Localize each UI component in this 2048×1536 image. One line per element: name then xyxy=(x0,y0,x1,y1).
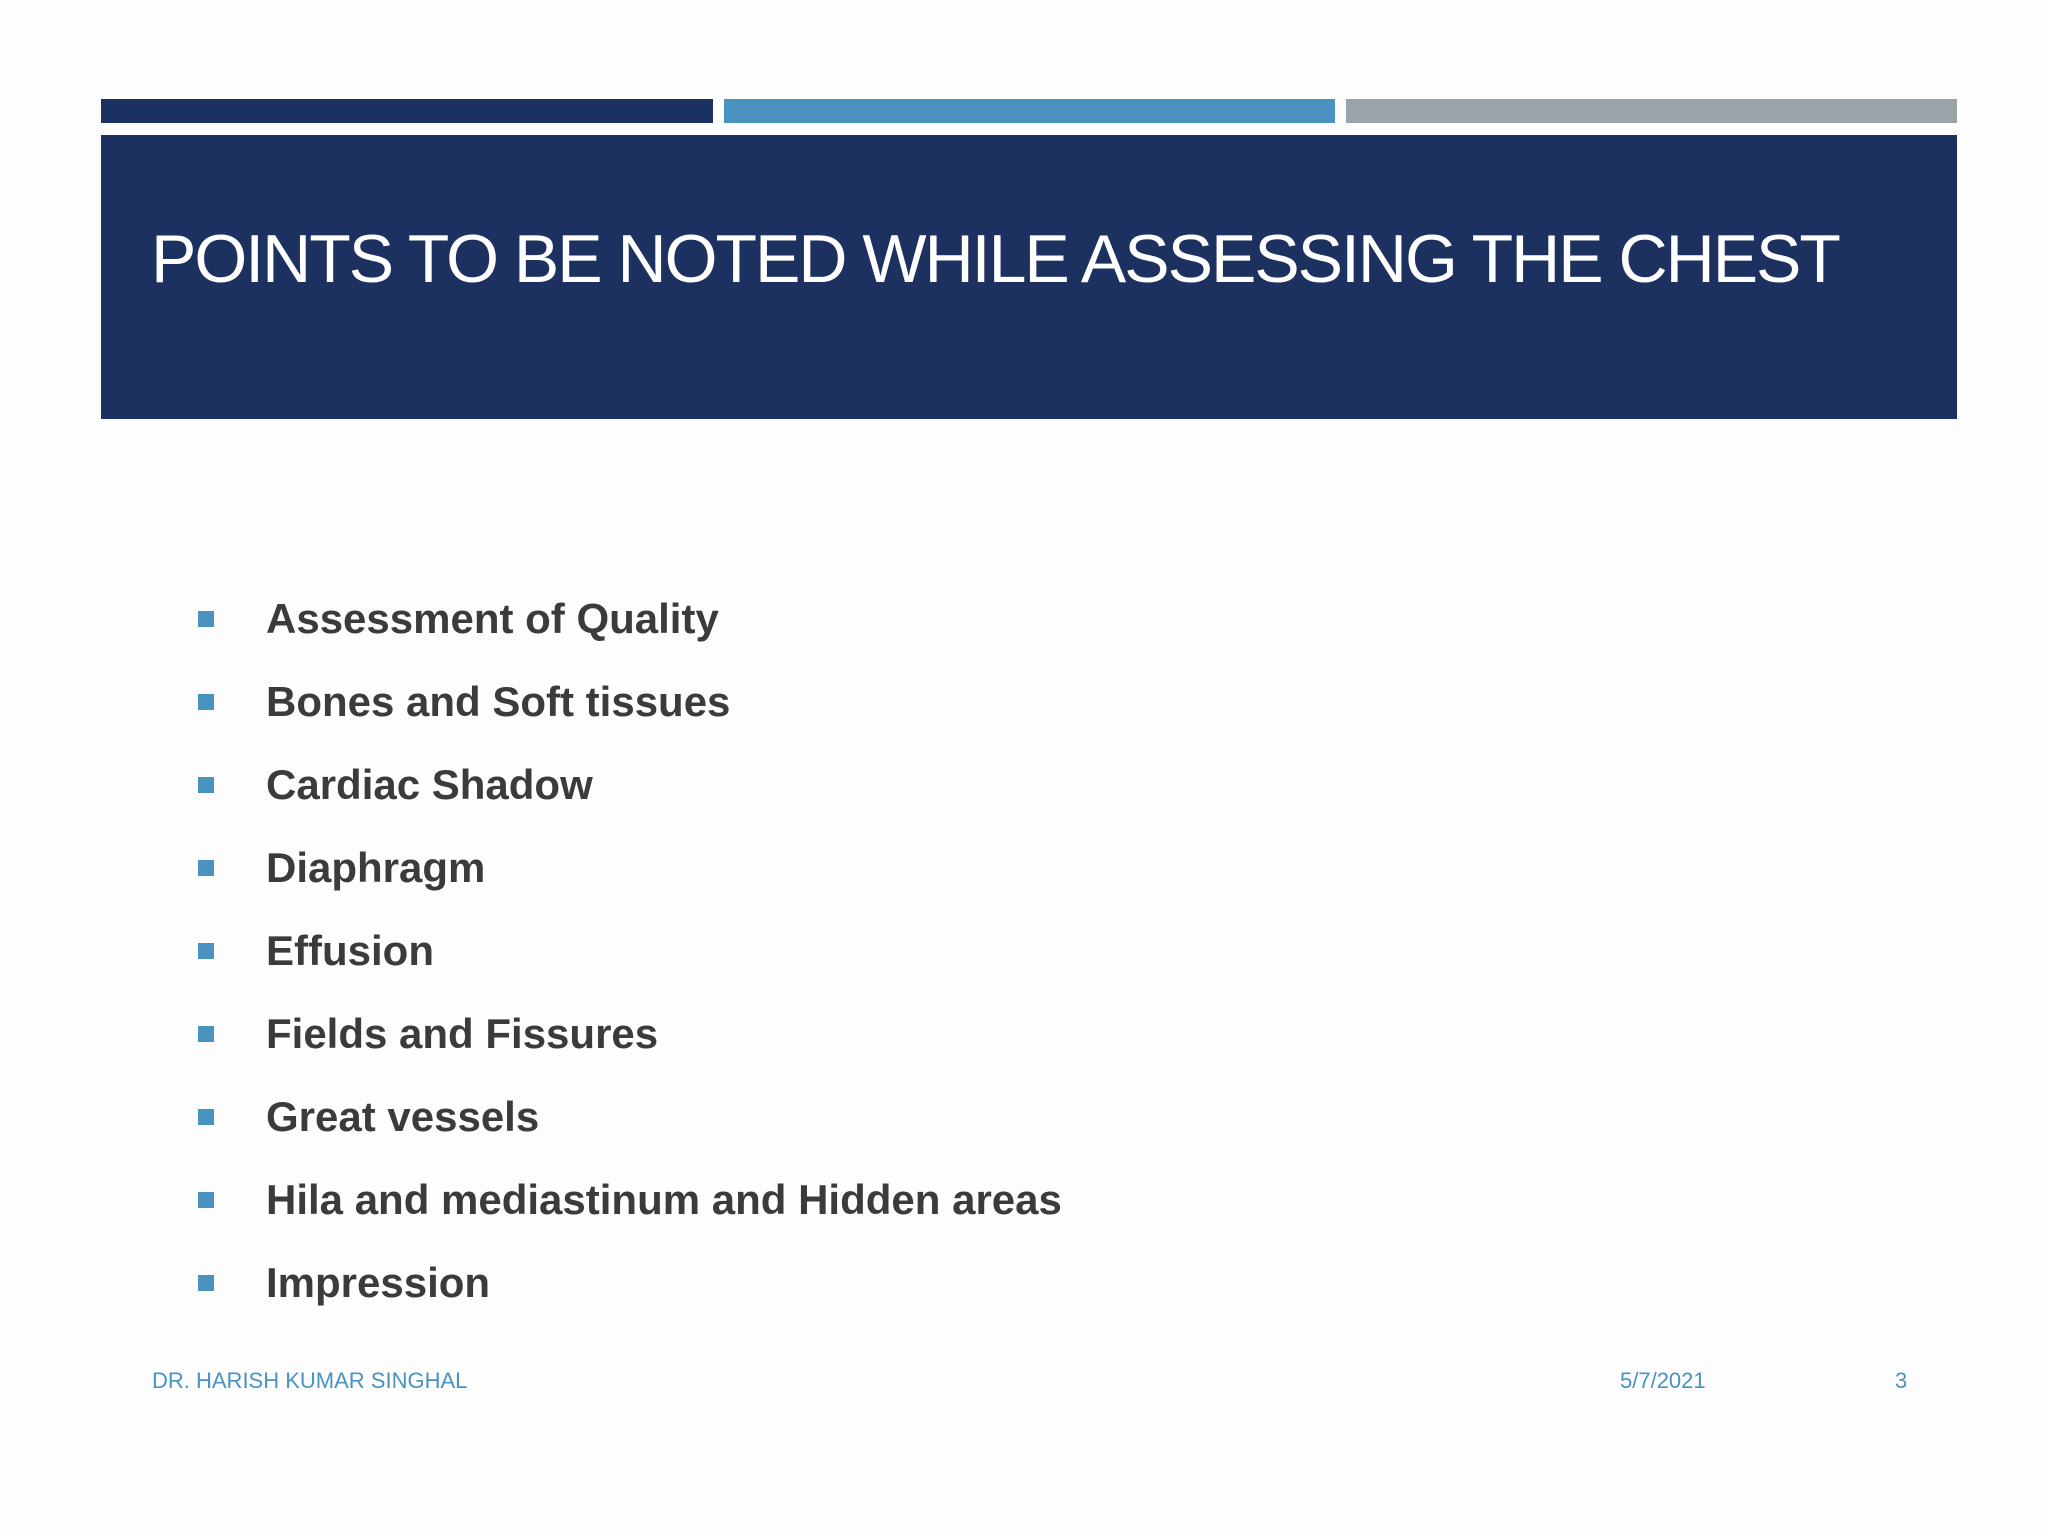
square-bullet-icon xyxy=(198,1026,214,1042)
footer-author: DR. HARISH KUMAR SINGHAL xyxy=(152,1368,468,1393)
bullet-item xyxy=(198,577,1062,660)
bullet-text: Diaphragm xyxy=(266,843,486,891)
square-bullet-icon xyxy=(198,943,214,959)
bullet-text: Hila and mediastinum and Hidden areas xyxy=(266,1175,1062,1223)
square-bullet-icon xyxy=(198,694,214,710)
header-stripe-blue xyxy=(724,99,1335,123)
square-bullet-icon xyxy=(198,611,214,627)
bullet-text: Fields and Fissures xyxy=(266,1009,659,1057)
bullet-item xyxy=(198,1075,1062,1158)
title-band xyxy=(101,135,1957,419)
bullet-item xyxy=(198,1158,1062,1241)
square-bullet-icon xyxy=(198,777,214,793)
slide-title: POINTS TO BE NOTED WHILE ASSESSING THE CHEST xyxy=(151,221,1839,297)
bullet-item xyxy=(198,826,1062,909)
footer-page-number: 3 xyxy=(1895,1368,1908,1393)
footer-date: 5/7/2021 xyxy=(1620,1368,1706,1393)
square-bullet-icon xyxy=(198,860,214,876)
bullet-item xyxy=(198,909,1062,992)
bullet-text: Great vessels xyxy=(266,1092,540,1140)
bullet-item xyxy=(198,660,1062,743)
header-stripe-gray xyxy=(1346,99,1957,123)
bullet-item xyxy=(198,743,1062,826)
bullet-text: Cardiac Shadow xyxy=(266,760,593,808)
square-bullet-icon xyxy=(198,1109,214,1125)
bullet-text: Bones and Soft tissues xyxy=(266,677,731,725)
bullet-text: Impression xyxy=(266,1258,491,1306)
square-bullet-icon xyxy=(198,1192,214,1208)
bullet-text: Effusion xyxy=(266,926,434,974)
bullet-list xyxy=(198,577,1062,1324)
bullet-text: Assessment of Quality xyxy=(266,594,719,642)
bullet-item xyxy=(198,992,1062,1075)
bullet-item xyxy=(198,1241,1062,1324)
header-stripe-navy xyxy=(101,99,713,123)
square-bullet-icon xyxy=(198,1275,214,1291)
